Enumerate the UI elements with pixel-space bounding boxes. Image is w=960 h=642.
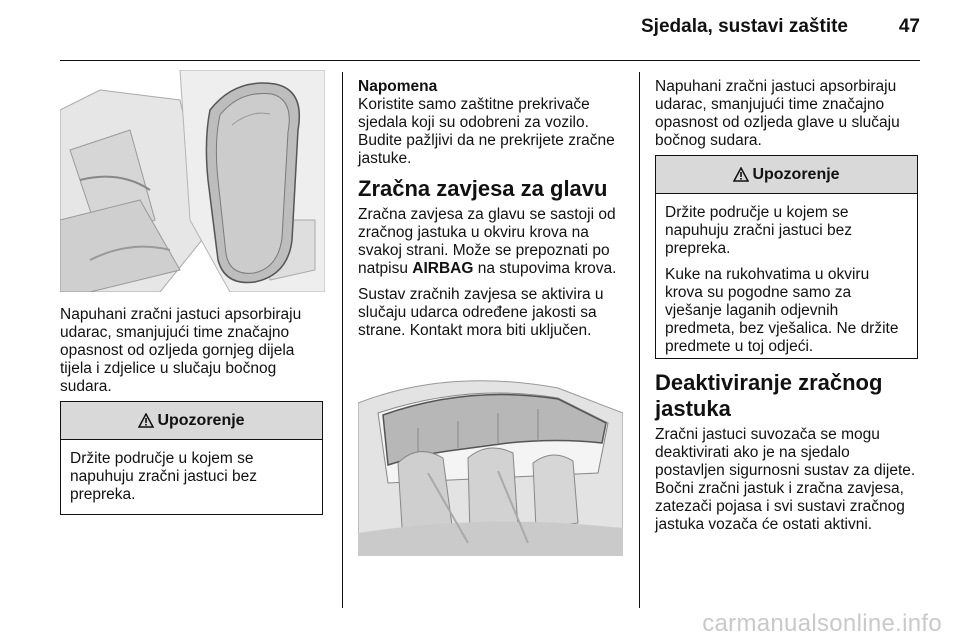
warning-body-2: [656, 194, 917, 370]
head-curtain-caption: Napuhani zračni jastuci apsorbiraju udarac, smanjujući time značajno opasnost od ozljeda glave u slučaju bočnog sudara.: [655, 78, 900, 149]
note-title: Napomena: [358, 78, 438, 95]
header-rule: [60, 60, 920, 61]
warning-text-2b: Kuke na rukohvatima u okviru krova su pogodne samo za vješanje laganih odjevnih predmeta, bez vješalica. Ne držite predmete u toj odjeći.: [665, 266, 899, 355]
column-divider-1: [342, 72, 343, 608]
head-curtain-paragraph-2: Sustav zračnih zavjesa se aktivira u slučaju udarca određene jakosti sa strane. Kontakt mora biti uključen.: [358, 286, 604, 339]
warning-triangle-icon: [733, 167, 749, 182]
column-1: [60, 306, 328, 404]
page-number: 47: [898, 16, 920, 37]
watermark: carmanualsonline.info: [702, 610, 942, 637]
running-header-title: Sjedala, sustavi zaštite: [641, 16, 848, 37]
warning-box-1: [60, 401, 323, 515]
warning-title-2: Upozorenje: [752, 165, 840, 183]
section-heading-deactivation: Deaktiviranje zračnog jastuka: [655, 370, 883, 421]
para1-text: Zračna zavjesa za glavu se sastoji od zračnog jastuka u okviru krova na svakoj strani. Može se prepoznati po natpisu: [358, 206, 616, 277]
column-3-lower: [655, 370, 921, 542]
warning-title-1: Upozorenje: [157, 411, 245, 429]
column-2: [358, 78, 624, 348]
warning-text-2a: Držite područje u kojem se napuhuju zračni jastuci bez prepreka.: [665, 204, 852, 257]
warning-box-2: [655, 155, 918, 359]
column-3: [655, 78, 921, 158]
head-curtain-paragraph-1: [358, 206, 624, 278]
airbag-label: AIRBAG: [412, 260, 474, 277]
section-heading-head-curtain: Zračna zavjesa za glavu: [358, 176, 608, 201]
deactivation-paragraph: Zračni jastuci suvozača se mogu deaktivirati ako je na sjedalo postavljen sigurnosni sustav za dijete. Bočni zračni jastuk i zračna zavjesa, zatezači pojasa i svi sustavi zračnog jastuka vozača će ostati aktivni.: [655, 426, 916, 533]
figure-caption-1: Napuhani zračni jastuci apsorbiraju udarac, smanjujući time značajno opasnost od ozljeda gornjeg dijela tijela i zdjelice u slučaju bočnog sudara.: [60, 306, 302, 395]
column-divider-2: [639, 72, 640, 608]
warning-header-1: [61, 402, 322, 440]
warning-body-1: [61, 440, 322, 518]
note-text: Koristite samo zaštitne prekrivače sjedala koji su odobreni za vozilo. Budite pažljivi da ne prekrijete zračne jastuke.: [358, 96, 615, 167]
warning-triangle-icon: [138, 413, 154, 428]
curtain-airbag-figure: [358, 343, 623, 556]
side-airbag-figure: [60, 70, 325, 292]
warning-text-1: Držite područje u kojem se napuhuju zračni jastuci bez prepreka.: [70, 450, 257, 503]
para1-text-end: na stupovima krova.: [473, 260, 617, 277]
warning-header-2: [656, 156, 917, 194]
